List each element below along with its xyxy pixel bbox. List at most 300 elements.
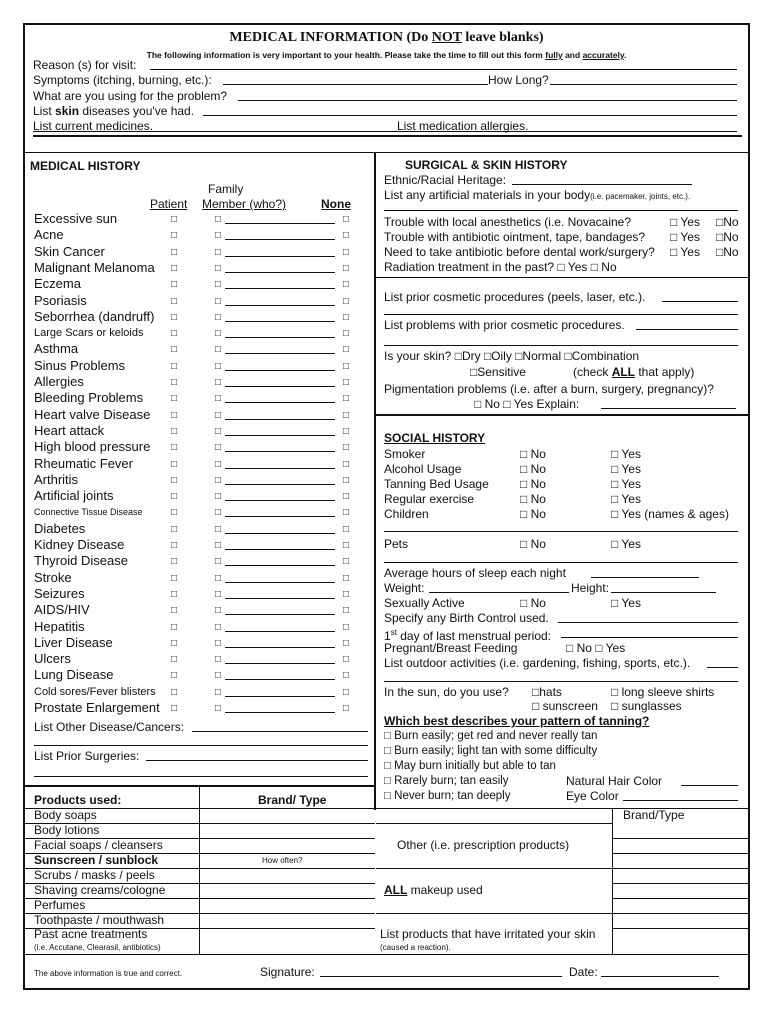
product-label: Body lotions (34, 823, 100, 837)
family-member-field[interactable] (225, 353, 335, 354)
date-label: Date: (569, 965, 598, 979)
cosmetic-problems-field[interactable] (636, 329, 738, 330)
social-no[interactable]: □ No (520, 492, 546, 506)
col-none: None (321, 197, 351, 211)
sleep-label: Average hours of sleep each night (384, 566, 566, 580)
condition-label: Liver Disease (34, 634, 113, 650)
family-member-field[interactable] (225, 402, 335, 403)
patient-checkbox[interactable]: □ (171, 605, 178, 617)
patient-checkbox[interactable]: □ (171, 246, 178, 258)
social-no[interactable]: □ No (520, 507, 546, 521)
birth-control-field[interactable] (558, 622, 738, 623)
tanning-option[interactable]: □ Never burn; tan deeply (384, 790, 511, 802)
patient-checkbox[interactable]: □ (171, 425, 178, 437)
brand-row-line (612, 898, 748, 899)
pets-field[interactable] (384, 562, 738, 563)
weight-label: Weight: (384, 581, 425, 595)
condition-label: Artificial joints (34, 488, 114, 504)
anesthetics-label: Trouble with local anesthetics (i.e. Novacaine? (384, 215, 632, 229)
patient-checkbox[interactable]: □ (171, 621, 178, 633)
condition-label: Eczema (34, 276, 81, 292)
none-checkbox[interactable]: □ (343, 295, 350, 307)
family-checkbox[interactable]: □ (215, 621, 222, 633)
surgical-title: SURGICAL & SKIN HISTORY (405, 158, 568, 172)
none-checkbox[interactable]: □ (343, 214, 350, 225)
sleep-field[interactable] (591, 577, 699, 578)
pigment-explain-field[interactable] (601, 408, 736, 409)
condition-label: Seizures (34, 585, 85, 601)
cosmetic-problems-label: List problems with prior cosmetic procedures. (384, 318, 625, 332)
makeup-label: ALL makeup used (384, 883, 483, 897)
none-checkbox[interactable]: □ (343, 491, 350, 503)
family-member-field[interactable] (225, 468, 335, 469)
ointment-no[interactable]: □No (716, 230, 739, 244)
family-member-field[interactable] (225, 679, 335, 680)
patient-checkbox[interactable]: □ (171, 344, 178, 356)
condition-label: Large Scars or keloids (34, 327, 144, 340)
family-checkbox[interactable]: □ (215, 637, 222, 649)
product-label: Body soaps (34, 808, 97, 822)
none-checkbox[interactable]: □ (343, 393, 350, 405)
brand-row-line (612, 928, 748, 929)
family-checkbox[interactable]: □ (215, 523, 222, 535)
brand-head-right: Brand/Type (623, 808, 685, 822)
ethnic-label: Ethnic/Racial Heritage: (384, 173, 507, 187)
social-no[interactable]: □ No (520, 477, 546, 491)
menstrual-field[interactable] (561, 637, 738, 638)
anesthetics-no[interactable]: □No (716, 215, 739, 229)
how-long-field[interactable] (550, 84, 737, 85)
product-row-line (376, 823, 612, 824)
patient-checkbox[interactable]: □ (171, 637, 178, 649)
family-checkbox[interactable]: □ (215, 409, 222, 421)
social-yes[interactable]: □ Yes (names & ages) (611, 507, 729, 521)
hair-color-label: Natural Hair Color (566, 774, 663, 788)
artificial-field[interactable] (384, 210, 738, 211)
sun-label: In the sun, do you use? (384, 685, 509, 699)
family-checkbox[interactable]: □ (215, 377, 222, 388)
family-member-field[interactable] (225, 239, 335, 240)
skin-type-options[interactable]: Is your skin? □Dry □Oily □Normal □Combination (384, 349, 640, 363)
condition-label: Excessive sun (34, 211, 118, 226)
using-field[interactable] (238, 100, 737, 101)
family-member-field[interactable] (225, 256, 335, 257)
other-products-label: Other (i.e. prescription products) (397, 838, 570, 852)
sexual-yes[interactable]: □ Yes (611, 596, 641, 610)
family-checkbox[interactable]: □ (215, 393, 222, 405)
product-label: Scrubs / masks / peels (34, 868, 155, 882)
family-member-field[interactable] (225, 484, 335, 485)
family-member-field[interactable] (225, 419, 335, 420)
social-label: Regular exercise (384, 492, 475, 506)
artificial-label: List any artificial materials in your body(i.e. pacemaker, joints, etc.). (384, 188, 691, 202)
none-checkbox[interactable]: □ (343, 425, 350, 437)
none-checkbox[interactable]: □ (343, 311, 350, 323)
patient-checkbox[interactable]: □ (171, 458, 178, 470)
allergies-label: List medication allergies. (397, 119, 529, 133)
family-member-field[interactable] (225, 435, 335, 436)
patient-checkbox[interactable]: □ (171, 377, 178, 388)
irritated-note: (caused a reaction). (380, 943, 451, 952)
family-member-field[interactable] (225, 663, 335, 664)
surgeries-label: List Prior Surgeries: (34, 749, 140, 763)
patient-checkbox[interactable]: □ (171, 507, 178, 519)
patient-checkbox[interactable]: □ (171, 588, 178, 600)
family-checkbox[interactable]: □ (215, 311, 222, 323)
patient-checkbox[interactable]: □ (171, 409, 178, 421)
cosmetic-field[interactable] (662, 301, 738, 302)
tanning-option[interactable]: □ May burn initially but able to tan (384, 760, 556, 772)
family-member-field[interactable] (225, 451, 335, 452)
patient-checkbox[interactable]: □ (171, 572, 178, 584)
none-checkbox[interactable]: □ (343, 670, 350, 682)
product-label: Perfumes (34, 898, 86, 912)
patient-checkbox[interactable]: □ (171, 295, 178, 307)
none-checkbox[interactable]: □ (343, 246, 350, 258)
anesthetics-yes[interactable]: □ Yes (670, 215, 700, 229)
none-checkbox[interactable]: □ (343, 572, 350, 584)
social-yes[interactable]: □ Yes (611, 492, 641, 506)
divider (376, 414, 748, 416)
divider (612, 808, 613, 954)
tanning-option[interactable]: □ Rarely burn; tan easily (384, 775, 509, 787)
patient-checkbox[interactable]: □ (171, 311, 178, 323)
family-member-field[interactable] (225, 370, 335, 371)
family-member-field[interactable] (225, 533, 335, 534)
none-checkbox[interactable]: □ (343, 230, 350, 242)
long-sleeve-option[interactable]: □ long sleeve shirts (611, 685, 715, 699)
social-yes[interactable]: □ Yes (611, 447, 641, 461)
brand-row-line (612, 838, 748, 839)
condition-label: Bleeding Problems (34, 390, 144, 406)
none-checkbox[interactable]: □ (343, 686, 350, 698)
patient-checkbox[interactable]: □ (171, 442, 178, 454)
family-member-field[interactable] (225, 582, 335, 583)
patient-checkbox[interactable]: □ (171, 654, 178, 666)
none-checkbox[interactable]: □ (343, 262, 350, 274)
condition-label: Asthma (34, 341, 79, 357)
patient-checkbox[interactable]: □ (171, 523, 178, 535)
family-member-field[interactable] (225, 305, 335, 306)
none-checkbox[interactable]: □ (343, 703, 350, 714)
none-checkbox[interactable]: □ (343, 442, 350, 454)
condition-label: Thyroid Disease (34, 553, 128, 569)
none-checkbox[interactable]: □ (343, 409, 350, 421)
condition-label: Stroke (34, 569, 72, 585)
patient-checkbox[interactable]: □ (171, 540, 178, 551)
none-checkbox[interactable]: □ (343, 377, 350, 388)
condition-label: Ulcers (34, 651, 71, 667)
true-statement: The above information is true and correct. (34, 969, 183, 978)
signature-label: Signature: (260, 965, 315, 979)
reason-label: Reason (s) for visit: (33, 58, 137, 72)
how-often-label: How often? (262, 856, 303, 865)
condition-label: Diabetes (34, 520, 86, 536)
social-yes[interactable]: □ Yes (611, 462, 641, 476)
family-checkbox[interactable]: □ (215, 605, 222, 617)
none-checkbox[interactable]: □ (343, 556, 350, 568)
pets-label: Pets (384, 537, 409, 551)
none-checkbox[interactable]: □ (343, 328, 350, 340)
brand-row-line (612, 853, 748, 854)
family-member-field[interactable] (225, 712, 335, 713)
condition-label: Heart attack (34, 422, 105, 438)
condition-label: Prostate Enlargement (34, 700, 160, 715)
brand-row-line (612, 883, 748, 884)
outdoor-field[interactable] (707, 667, 738, 668)
other-diseases-field-2[interactable] (34, 745, 368, 746)
condition-label: Kidney Disease (34, 537, 125, 552)
acne-label: Past acne treatments (34, 927, 148, 941)
ethnic-field[interactable] (512, 184, 692, 185)
family-member-field[interactable] (225, 565, 335, 566)
product-label: Toothpaste / mouthwash (34, 913, 165, 927)
none-checkbox[interactable]: □ (343, 621, 350, 633)
family-checkbox[interactable]: □ (215, 262, 222, 274)
family-checkbox[interactable]: □ (215, 572, 222, 584)
skin-diseases-label: List skin diseases you've had. (33, 104, 195, 118)
cosmetic-problems-field-2[interactable] (384, 345, 738, 346)
menstrual-label: 1st day of last menstrual period: (384, 628, 551, 643)
pigment-label: Pigmentation problems (i.e. after a burn, surgery, pregnancy)? (384, 382, 714, 396)
cosmetic-label: List prior cosmetic procedures (peels, laser, etc.). (384, 290, 646, 304)
reason-field[interactable] (150, 69, 737, 70)
birth-control-label: Specify any Birth Control used. (384, 611, 549, 625)
condition-label: Skin Cancer (34, 243, 105, 259)
family-checkbox[interactable]: □ (215, 230, 222, 242)
none-checkbox[interactable]: □ (343, 360, 350, 372)
hats-option[interactable]: □hats (532, 685, 562, 699)
family-member-field[interactable] (225, 337, 335, 338)
family-member-field[interactable] (225, 647, 335, 648)
using-label: What are you using for the problem? (33, 89, 228, 103)
product-row-line (376, 868, 612, 869)
family-member-field[interactable] (225, 516, 335, 517)
sexual-no[interactable]: □ No (520, 596, 546, 610)
condition-label: Cold sores/Fever blisters (34, 685, 156, 698)
social-label: Tanning Bed Usage (384, 477, 489, 491)
irritated-label: List products that have irritated your skin (380, 927, 596, 941)
family-member-field[interactable] (225, 386, 335, 387)
family-member-field[interactable] (225, 288, 335, 289)
condition-label: Hepatitis (34, 618, 85, 634)
family-checkbox[interactable]: □ (215, 654, 222, 666)
column-divider (374, 152, 376, 810)
height-label: Height: (571, 581, 610, 595)
social-label: Children (384, 507, 429, 521)
family-checkbox[interactable]: □ (215, 474, 222, 486)
divider (376, 277, 748, 278)
skin-diseases-field[interactable] (203, 115, 737, 116)
family-checkbox[interactable]: □ (215, 344, 222, 356)
weight-field[interactable] (429, 592, 569, 593)
how-long-label: How Long? (488, 73, 549, 87)
family-checkbox[interactable]: □ (215, 425, 222, 437)
patient-checkbox[interactable]: □ (171, 393, 178, 405)
product-label: Shaving creams/cologne (34, 883, 166, 897)
condition-label: Lung Disease (34, 667, 114, 683)
patient-checkbox[interactable]: □ (171, 686, 178, 698)
family-checkbox[interactable]: □ (215, 458, 222, 470)
none-checkbox[interactable]: □ (343, 540, 350, 551)
antibiotic-yes[interactable]: □ Yes (670, 245, 700, 259)
col-family-2: Member (who?) (202, 197, 287, 211)
none-checkbox[interactable]: □ (343, 344, 350, 356)
surgeries-field[interactable] (146, 760, 368, 761)
outdoor-field-2[interactable] (384, 681, 738, 682)
family-checkbox[interactable]: □ (215, 246, 222, 258)
col-family-1: Family (208, 182, 244, 196)
none-checkbox[interactable]: □ (343, 654, 350, 666)
family-member-field[interactable] (225, 549, 335, 550)
brand-row-line (612, 913, 748, 914)
surgeries-field-2[interactable] (34, 776, 368, 777)
divider (25, 785, 375, 787)
social-history-title: SOCIAL HISTORY (384, 431, 486, 445)
tanning-option[interactable]: □ Burn easily; light tan with some difficulty (384, 745, 598, 757)
products-head: Products used: (34, 793, 122, 807)
hair-color-field[interactable] (681, 785, 738, 786)
height-field[interactable] (611, 592, 716, 593)
patient-checkbox[interactable]: □ (171, 491, 178, 503)
tanning-question: Which best describes your pattern of tanning? (384, 714, 650, 728)
eye-color-label: Eye Color (566, 789, 619, 803)
patient-checkbox[interactable]: □ (171, 262, 178, 274)
none-checkbox[interactable]: □ (343, 474, 350, 486)
family-checkbox[interactable]: □ (215, 491, 222, 503)
condition-label: Arthritis (34, 471, 79, 487)
sensitive-option[interactable]: □Sensitive (470, 365, 526, 379)
patient-checkbox[interactable]: □ (171, 474, 178, 486)
condition-label: Sinus Problems (34, 357, 126, 373)
none-checkbox[interactable]: □ (343, 279, 350, 291)
none-checkbox[interactable]: □ (343, 507, 350, 519)
none-checkbox[interactable]: □ (343, 588, 350, 600)
condition-label: Allergies (34, 374, 84, 389)
condition-label: Seborrhea (dandruff) (34, 308, 155, 324)
ointment-yes[interactable]: □ Yes (670, 230, 700, 244)
sexual-label: Sexually Active (384, 596, 465, 610)
family-checkbox[interactable]: □ (215, 703, 222, 714)
none-checkbox[interactable]: □ (343, 458, 350, 470)
none-checkbox[interactable]: □ (343, 605, 350, 617)
signature-field[interactable] (320, 976, 562, 977)
family-checkbox[interactable]: □ (215, 588, 222, 600)
social-label: Alcohol Usage (384, 462, 462, 476)
patient-checkbox[interactable]: □ (171, 360, 178, 372)
family-checkbox[interactable]: □ (215, 670, 222, 682)
medicines-field[interactable] (33, 131, 737, 132)
patient-checkbox[interactable]: □ (171, 703, 178, 714)
family-checkbox[interactable]: □ (215, 214, 222, 225)
col-patient: Patient (150, 197, 188, 211)
eye-color-field[interactable] (623, 800, 738, 801)
tanning-option[interactable]: □ Burn easily; get red and never really tan (384, 730, 598, 742)
symptoms-label: Symptoms (itching, burning, etc.): (33, 73, 212, 87)
patient-checkbox[interactable]: □ (171, 556, 178, 568)
pets-yes[interactable]: □ Yes (611, 537, 641, 551)
family-checkbox[interactable]: □ (215, 686, 222, 698)
pregnant-options[interactable]: □ No □ Yes (566, 641, 626, 655)
antibiotic-label: Need to take antibiotic before dental work/surgery? (384, 245, 655, 259)
none-checkbox[interactable]: □ (343, 637, 350, 649)
condition-label: Acne (34, 227, 64, 243)
cosmetic-field-2[interactable] (384, 314, 738, 315)
condition-label: High blood pressure (34, 439, 151, 455)
condition-label: AIDS/HIV (34, 602, 90, 618)
medicines-label: List current medicines. (33, 119, 154, 133)
social-label: Smoker (384, 447, 426, 461)
form-subtitle: The following information is very important to your health. Please take the time to fill out this form fully and accurately. (146, 50, 627, 60)
children-field[interactable] (384, 531, 738, 532)
outdoor-label: List outdoor activities (i.e. gardening, fishing, sports, etc.). (384, 656, 691, 670)
radiation-label: Radiation treatment in the past? □ Yes □ No (384, 260, 617, 274)
family-checkbox[interactable]: □ (215, 507, 222, 519)
pets-no[interactable]: □ No (520, 537, 546, 551)
family-checkbox[interactable]: □ (215, 442, 222, 454)
family-member-field[interactable] (225, 696, 335, 697)
medical-history-title: MEDICAL HISTORY (30, 159, 141, 173)
patient-checkbox[interactable]: □ (171, 279, 178, 291)
family-member-field[interactable] (225, 598, 335, 599)
ointment-label: Trouble with antibiotic ointment, tape, bandages? (384, 230, 646, 244)
condition-label: Heart valve Disease (34, 406, 151, 422)
product-label: Sunscreen / sunblock (34, 853, 159, 867)
family-member-field[interactable] (225, 614, 335, 615)
family-checkbox[interactable]: □ (215, 360, 222, 372)
family-checkbox[interactable]: □ (215, 279, 222, 291)
sunscreen-option[interactable]: □ sunscreen (532, 699, 598, 713)
family-checkbox[interactable]: □ (215, 540, 222, 551)
patient-checkbox[interactable]: □ (171, 670, 178, 682)
condition-label: Psoriasis (34, 292, 87, 308)
condition-label: Connective Tissue Disease (34, 507, 143, 518)
pregnant-label: Pregnant/Breast Feeding (384, 641, 518, 655)
family-member-field[interactable] (225, 500, 335, 501)
pigment-options[interactable]: □ No □ Yes Explain: (474, 397, 580, 411)
family-member-field[interactable] (225, 272, 335, 273)
acne-note: (i.e. Accutane, Clearasil, antibiotics) (34, 943, 161, 952)
social-no[interactable]: □ No (520, 462, 546, 476)
date-field[interactable] (601, 976, 719, 977)
patient-checkbox[interactable]: □ (171, 328, 178, 340)
patient-checkbox[interactable]: □ (171, 214, 178, 225)
other-diseases-label: List Other Disease/Cancers: (34, 720, 185, 734)
check-all-note: (check ALL that apply) (573, 365, 695, 379)
brand-row-line (612, 868, 748, 869)
family-checkbox[interactable]: □ (215, 328, 222, 340)
section-divider (25, 152, 748, 153)
family-member-field[interactable] (225, 631, 335, 632)
antibiotic-no[interactable]: □No (716, 245, 739, 259)
social-no[interactable]: □ No (520, 447, 546, 461)
patient-checkbox[interactable]: □ (171, 230, 178, 242)
family-checkbox[interactable]: □ (215, 556, 222, 568)
brand-head: Brand/ Type (258, 793, 327, 807)
symptoms-field[interactable] (223, 84, 488, 85)
product-row-line (376, 913, 612, 914)
condition-label: Rheumatic Fever (34, 455, 133, 471)
family-checkbox[interactable]: □ (215, 295, 222, 307)
family-member-field[interactable] (225, 321, 335, 322)
sunglasses-option[interactable]: □ sunglasses (611, 699, 682, 713)
none-checkbox[interactable]: □ (343, 523, 350, 535)
family-member-field[interactable] (225, 223, 335, 224)
social-yes[interactable]: □ Yes (611, 477, 641, 491)
condition-label: Malignant Melanoma (34, 259, 155, 275)
other-diseases-field[interactable] (192, 731, 368, 732)
header-divider (33, 135, 742, 137)
